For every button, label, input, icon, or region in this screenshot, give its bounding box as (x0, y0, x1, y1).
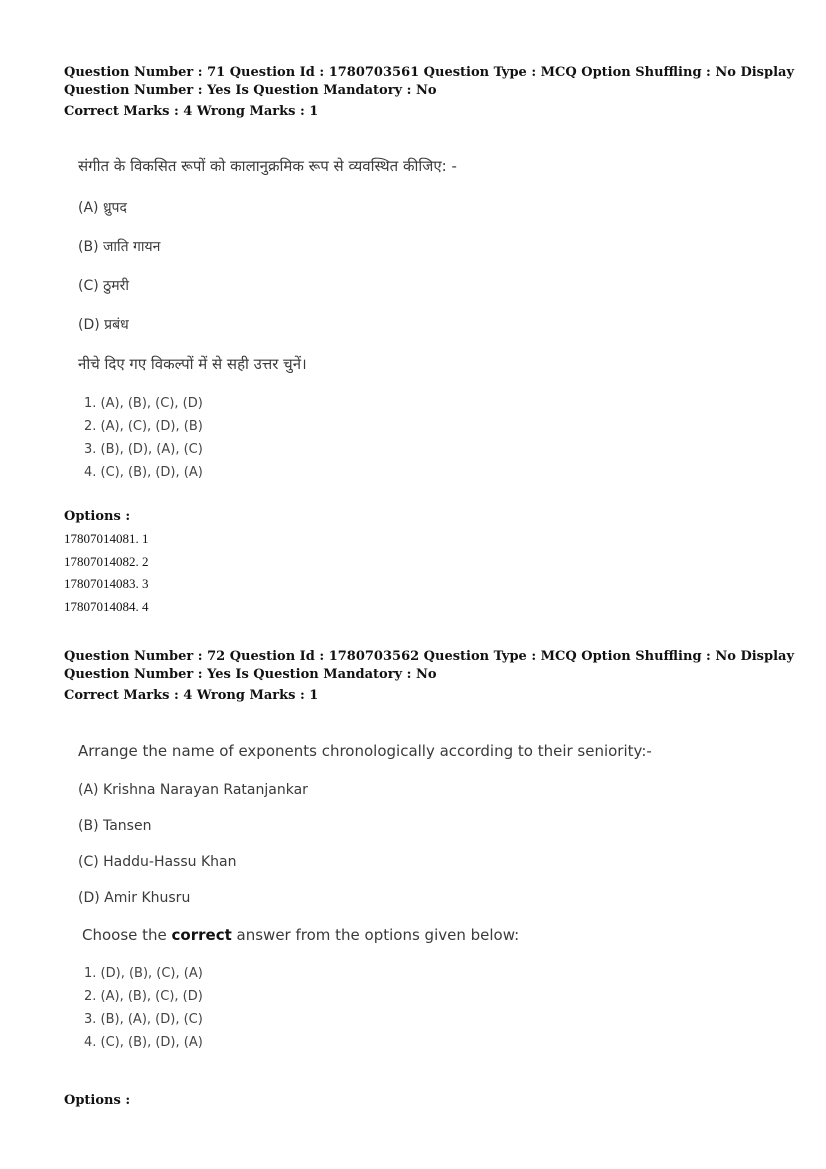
q71-item-d: (D) प्रबंध (78, 317, 129, 333)
q72-header (64, 648, 794, 705)
q71-meta-line3: Correct Marks : 4 Wrong Marks : 1 (64, 104, 319, 119)
q72-meta-line2: Question Number : Yes Is Question Mandatory : No (64, 667, 437, 682)
q71-question-image (78, 156, 457, 484)
q72-item-b: (B) Tansen (78, 818, 152, 834)
q71-instruction: नीचे दिए गए विकल्पों में से सही उत्तर चुनें। (78, 355, 307, 373)
q71-choice-4: 4. (C), (B), (D), (A) (84, 465, 203, 480)
q71-stem: संगीत के विकसित रूपों को कालानुक्रमिक रूप से व्यवस्थित कीजिए: - (78, 157, 457, 175)
q72-choice-4: 4. (C), (B), (D), (A) (84, 1035, 203, 1050)
q71-option-4[interactable]: 17807014084. 4 (64, 598, 149, 614)
q71-option-1[interactable]: 17807014081. 1 (64, 531, 149, 546)
q71-item-c: (C) ठुमरी (78, 278, 130, 294)
q72-item-c: (C) Haddu-Hassu Khan (78, 854, 237, 870)
q72-options (64, 1093, 130, 1108)
q72-item-d: (D) Amir Khusru (78, 890, 191, 906)
q71-choice-3: 3. (B), (D), (A), (C) (84, 442, 203, 457)
q72-instruction-pre: Choose the (82, 926, 172, 944)
q71-meta-line1: Question Number : 71 Question Id : 1780703561 Question Type : MCQ Option Shuffling : No Display (64, 65, 794, 80)
q71-choice-1: 1. (A), (B), (C), (D) (84, 396, 203, 411)
q71-item-b: (B) जाति गायन (78, 239, 161, 255)
q72-choice-3: 3. (B), (A), (D), (C) (84, 1012, 203, 1027)
q72-stem: Arrange the name of exponents chronologically according to their seniority:- (78, 742, 652, 760)
q72-instruction (82, 926, 652, 944)
q71-choice-2: 2. (A), (C), (D), (B) (84, 419, 203, 434)
q71-options-title: Options : (64, 509, 131, 524)
q71-option-2[interactable]: 17807014082. 2 (64, 553, 149, 569)
q72-meta-line3: Correct Marks : 4 Wrong Marks : 1 (64, 688, 319, 703)
q71-option-3[interactable]: 17807014083. 3 (64, 576, 149, 591)
q72-choice-1: 1. (D), (B), (C), (A) (84, 966, 203, 981)
q72-item-a: (A) Krishna Narayan Ratanjankar (78, 782, 308, 798)
q72-meta-line1: Question Number : 72 Question Id : 1780703562 Question Type : MCQ Option Shuffling : No Display (64, 649, 794, 664)
q72-instruction-bold: correct (171, 926, 232, 944)
q72-options-title: Options : (64, 1093, 131, 1108)
q72-question-image (78, 742, 652, 1054)
q71-options (64, 509, 149, 618)
q71-item-a: (A) ध्रुपद (78, 200, 127, 216)
q72-choice-2: 2. (A), (B), (C), (D) (84, 989, 203, 1004)
q71-meta-line2: Question Number : Yes Is Question Mandatory : No (64, 83, 437, 98)
q72-instruction-post: answer from the options given below: (231, 926, 520, 944)
q71-header (64, 64, 794, 121)
